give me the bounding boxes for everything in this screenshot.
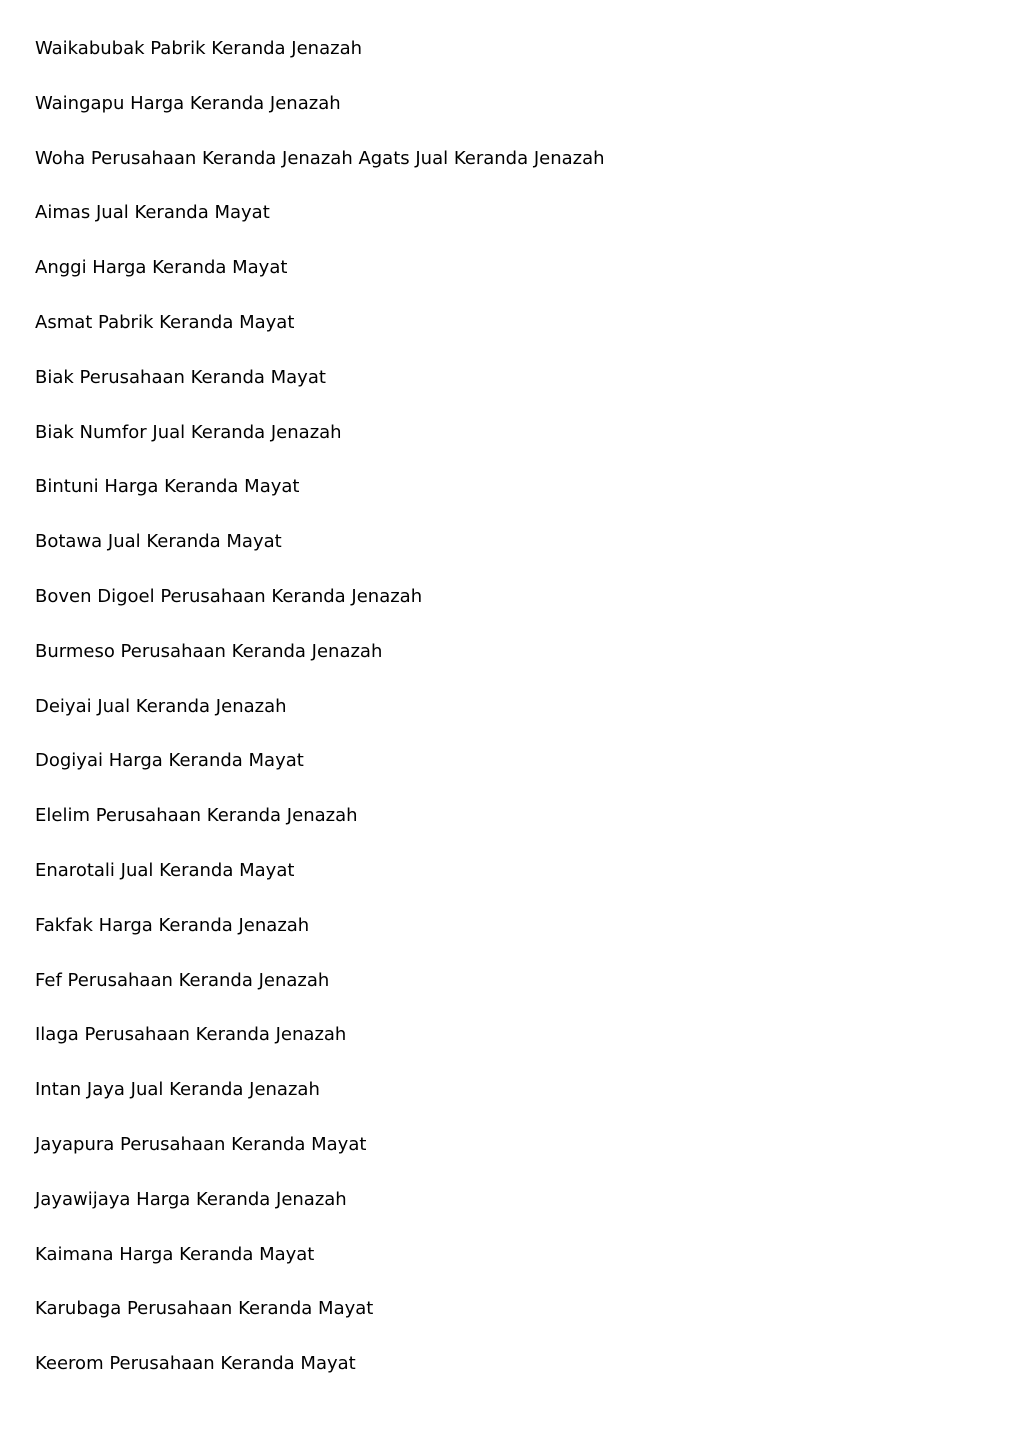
text-line: Waingapu Harga Keranda Jenazah xyxy=(35,92,341,114)
text-line: Intan Jaya Jual Keranda Jenazah xyxy=(35,1079,320,1101)
text-line: Biak Numfor Jual Keranda Jenazah xyxy=(35,421,342,443)
text-line: Woha Perusahaan Keranda Jenazah Agats Jual Keranda Jenazah xyxy=(35,147,605,169)
text-line: Keerom Perusahaan Keranda Mayat xyxy=(35,1353,356,1375)
text-line: Burmeso Perusahaan Keranda Jenazah xyxy=(35,640,383,662)
text-line: Fakfak Harga Keranda Jenazah xyxy=(35,914,310,936)
text-line: Boven Digoel Perusahaan Keranda Jenazah xyxy=(35,585,423,607)
text-line: Bintuni Harga Keranda Mayat xyxy=(35,476,300,498)
text-line: Karubaga Perusahaan Keranda Mayat xyxy=(35,1298,374,1320)
text-line: Jayawijaya Harga Keranda Jenazah xyxy=(35,1188,347,1210)
text-line-list xyxy=(35,36,605,1406)
text-line: Elelim Perusahaan Keranda Jenazah xyxy=(35,805,358,827)
text-line: Aimas Jual Keranda Mayat xyxy=(35,202,270,224)
text-line: Dogiyai Harga Keranda Mayat xyxy=(35,750,304,772)
text-line: Deiyai Jual Keranda Jenazah xyxy=(35,695,287,717)
text-line: Waikabubak Pabrik Keranda Jenazah xyxy=(35,38,363,59)
text-line: Asmat Pabrik Keranda Mayat xyxy=(35,311,295,333)
text-line: Enarotali Jual Keranda Mayat xyxy=(35,859,295,881)
text-line: Fef Perusahaan Keranda Jenazah xyxy=(35,969,330,991)
text-line: Botawa Jual Keranda Mayat xyxy=(35,531,282,553)
text-line: Kaimana Harga Keranda Mayat xyxy=(35,1243,315,1265)
text-line: Anggi Harga Keranda Mayat xyxy=(35,257,288,279)
text-line: Biak Perusahaan Keranda Mayat xyxy=(35,366,326,388)
text-line: Jayapura Perusahaan Keranda Mayat xyxy=(35,1133,367,1155)
text-line: Ilaga Perusahaan Keranda Jenazah xyxy=(35,1024,347,1046)
